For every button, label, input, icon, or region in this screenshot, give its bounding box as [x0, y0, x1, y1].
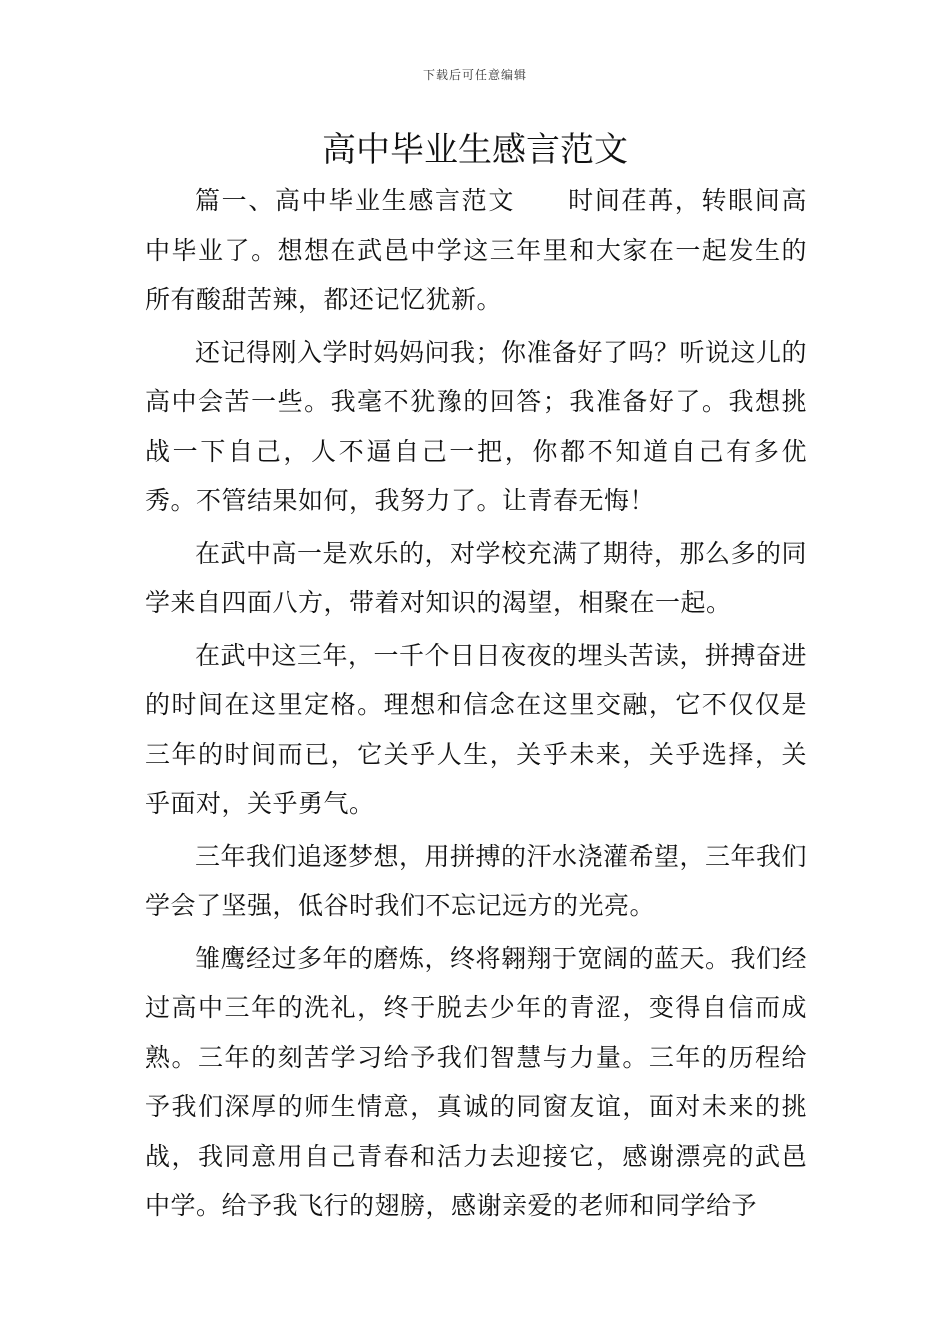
- header-note: 下载后可任意编辑: [422, 68, 527, 82]
- document-title: 高中毕业生感言范文: [322, 130, 628, 170]
- paragraph-1-text: 时间荏苒，转眼间高中毕业了。想想在武邑中学这三年里和大家在一起发生的所有酸甜苦辣，都还记忆犹新。: [145, 186, 807, 314]
- paragraph-1: [145, 176, 807, 325]
- paragraph-2: 还记得刚入学时妈妈问我；你准备好了吗？听说这儿的高中会苦一些。我毫不犹豫的回答；我准备好了。我想挑战一下自己，人不逼自己一把，你都不知道自己有多优秀。不管结果如何，我努力了。让青春无悔！: [145, 337, 808, 515]
- document-body: [145, 176, 807, 1234]
- paragraph-6: 雏鹰经过多年的磨炼，终将翱翔于宽阔的蓝天。我们经过高中三年的洗礼，终于脱去少年的青涩，变得自信而成熟。三年的刻苦学习给予我们智慧与力量。三年的历程给予我们深厚的师生情意，真诚的同窗友谊，面对未来的挑战，我同意用自己青春和活力去迎接它，感谢漂亮的武邑中学。给予我飞行的翅膀，感谢亲爱的老师和同学给予: [145, 943, 808, 1220]
- paragraph-4: 在武中这三年，一千个日日夜夜的埋头苦读，拼搏奋进的时间在这里定格。理想和信念在这里交融，它不仅仅是三年的时间而已，它关乎人生，关乎未来，关乎选择，关乎面对，关乎勇气。: [145, 640, 808, 818]
- paragraph-3: 在武中高一是欢乐的，对学校充满了期待，那么多的同学来自四面八方，带着对知识的渴望，相聚在一起。: [145, 538, 808, 617]
- paragraph-5: 三年我们追逐梦想，用拼搏的汗水浇灌希望，三年我们学会了坚强，低谷时我们不忘记远方的光亮。: [145, 841, 808, 920]
- section-heading: 篇一、高中毕业生感言范文: [195, 186, 515, 215]
